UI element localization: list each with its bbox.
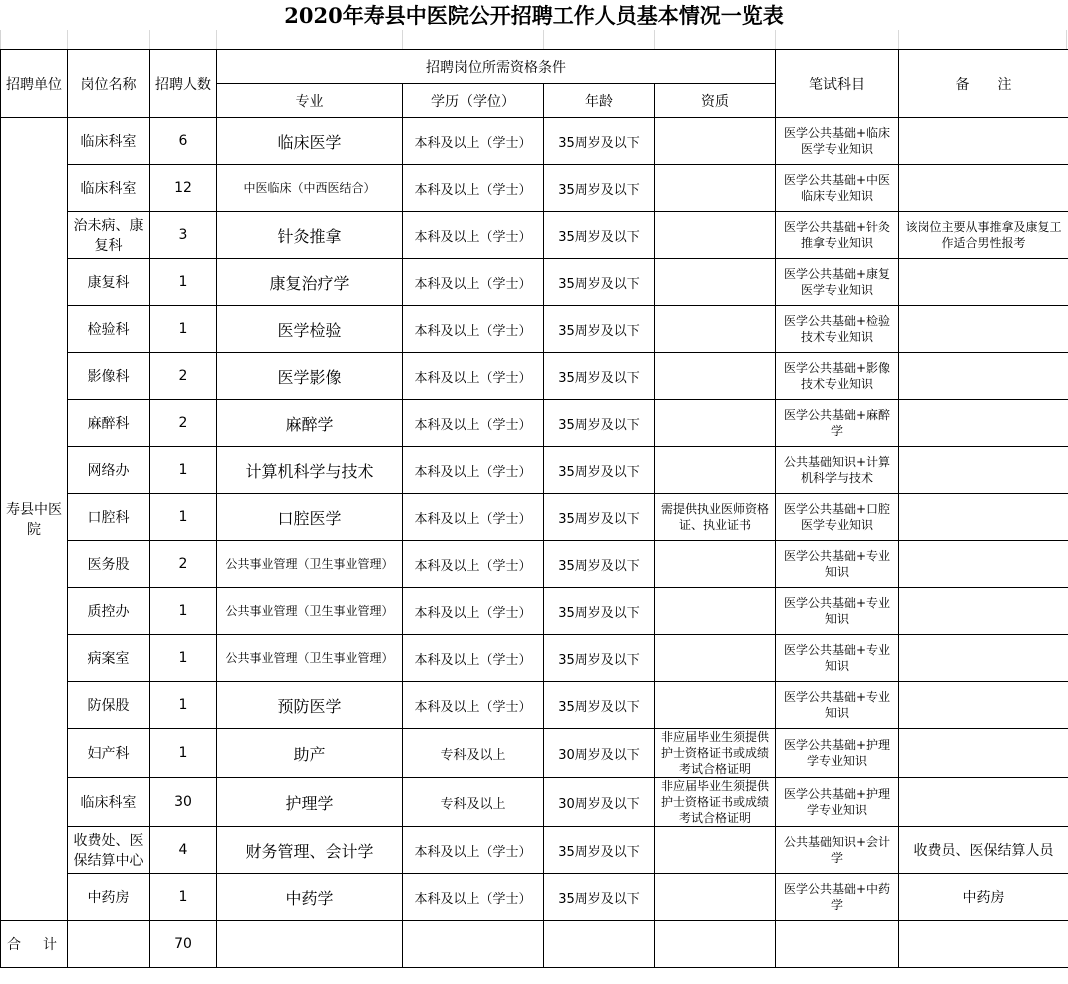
position-cell: 质控办: [68, 588, 150, 635]
major-cell: 公共事业管理（卫生事业管理）: [217, 541, 403, 588]
table-row: [1, 635, 1068, 682]
count-cell: 4: [150, 827, 217, 874]
qualification-cell: [655, 541, 776, 588]
qualification-cell: [655, 118, 776, 165]
age-cell: 35周岁及以下: [544, 635, 655, 682]
remark-cell: [899, 400, 1068, 447]
count-cell: 1: [150, 729, 217, 778]
total-count-cell: 70: [150, 921, 217, 968]
major-cell: 助产: [217, 729, 403, 778]
position-cell: 麻醉科: [68, 400, 150, 447]
major-cell: 康复治疗学: [217, 259, 403, 306]
count-cell: 1: [150, 874, 217, 921]
remark-cell: [899, 778, 1068, 827]
exam-cell: 公共基础知识+会计学: [776, 827, 899, 874]
position-cell: 中药房: [68, 874, 150, 921]
major-cell: 医学影像: [217, 353, 403, 400]
table-row: [1, 778, 1068, 827]
education-cell: 本科及以上（学士）: [403, 306, 544, 353]
remark-cell: 收费员、医保结算人员: [899, 827, 1068, 874]
total-empty-cell: [68, 921, 150, 968]
exam-cell: 医学公共基础+中医临床专业知识: [776, 165, 899, 212]
education-cell: 专科及以上: [403, 729, 544, 778]
total-empty-cell: [217, 921, 403, 968]
education-cell: 本科及以上（学士）: [403, 118, 544, 165]
remark-cell: [899, 259, 1068, 306]
header-position: 岗位名称: [68, 50, 150, 118]
header-count: 招聘人数: [150, 50, 217, 118]
exam-cell: 医学公共基础+影像技术专业知识: [776, 353, 899, 400]
exam-cell: 医学公共基础+麻醉学: [776, 400, 899, 447]
exam-cell: 公共基础知识+计算机科学与技术: [776, 447, 899, 494]
table-row: [1, 588, 1068, 635]
age-cell: 35周岁及以下: [544, 827, 655, 874]
table-row: [1, 118, 1068, 165]
position-cell: 临床科室: [68, 778, 150, 827]
total-label-b: 计: [43, 937, 57, 953]
education-cell: 本科及以上（学士）: [403, 541, 544, 588]
table-row: [1, 874, 1068, 921]
total-empty-cell: [655, 921, 776, 968]
position-cell: 检验科: [68, 306, 150, 353]
qualification-cell: [655, 588, 776, 635]
age-cell: 35周岁及以下: [544, 306, 655, 353]
major-cell: 麻醉学: [217, 400, 403, 447]
table-row: [1, 400, 1068, 447]
count-cell: 3: [150, 212, 217, 259]
count-cell: 1: [150, 682, 217, 729]
remark-cell: [899, 165, 1068, 212]
remark-cell: [899, 541, 1068, 588]
table-row: [1, 306, 1068, 353]
exam-cell: 医学公共基础+康复医学专业知识: [776, 259, 899, 306]
education-cell: 本科及以上（学士）: [403, 400, 544, 447]
remark-cell: [899, 353, 1068, 400]
age-cell: 35周岁及以下: [544, 165, 655, 212]
total-label: [1, 921, 68, 968]
table-row: [1, 447, 1068, 494]
education-cell: 本科及以上（学士）: [403, 874, 544, 921]
major-cell: 中医临床（中西医结合）: [217, 165, 403, 212]
position-cell: 影像科: [68, 353, 150, 400]
position-cell: 临床科室: [68, 165, 150, 212]
age-cell: 30周岁及以下: [544, 778, 655, 827]
remark-cell: [899, 118, 1068, 165]
page-title: 2020年寿县中医院公开招聘工作人员基本情况一览表: [284, 3, 784, 28]
total-empty-cell: [403, 921, 544, 968]
age-cell: 35周岁及以下: [544, 353, 655, 400]
exam-cell: 医学公共基础+针灸推拿专业知识: [776, 212, 899, 259]
exam-cell: 医学公共基础+专业知识: [776, 588, 899, 635]
age-cell: 35周岁及以下: [544, 541, 655, 588]
total-empty-cell: [776, 921, 899, 968]
age-cell: 35周岁及以下: [544, 874, 655, 921]
remark-cell: 该岗位主要从事推拿及康复工作适合男性报考: [899, 212, 1068, 259]
table-row: [1, 541, 1068, 588]
age-cell: 35周岁及以下: [544, 259, 655, 306]
count-cell: 1: [150, 588, 217, 635]
exam-cell: 医学公共基础+护理学专业知识: [776, 778, 899, 827]
major-cell: 医学检验: [217, 306, 403, 353]
qualification-cell: [655, 447, 776, 494]
age-cell: 35周岁及以下: [544, 682, 655, 729]
position-cell: 医务股: [68, 541, 150, 588]
position-cell: 网络办: [68, 447, 150, 494]
major-cell: 计算机科学与技术: [217, 447, 403, 494]
exam-cell: 医学公共基础+专业知识: [776, 682, 899, 729]
table-row: [1, 353, 1068, 400]
table-row: [1, 259, 1068, 306]
header-qualification: 资质: [655, 84, 776, 118]
education-cell: 本科及以上（学士）: [403, 259, 544, 306]
position-cell: 防保股: [68, 682, 150, 729]
exam-cell: 医学公共基础+检验技术专业知识: [776, 306, 899, 353]
total-empty-cell: [544, 921, 655, 968]
education-cell: 本科及以上（学士）: [403, 588, 544, 635]
exam-cell: 医学公共基础+护理学专业知识: [776, 729, 899, 778]
table-row: [1, 494, 1068, 541]
age-cell: 35周岁及以下: [544, 494, 655, 541]
education-cell: 本科及以上（学士）: [403, 635, 544, 682]
age-cell: 35周岁及以下: [544, 400, 655, 447]
count-cell: 1: [150, 306, 217, 353]
exam-cell: 医学公共基础+临床医学专业知识: [776, 118, 899, 165]
remark-cell: 中药房: [899, 874, 1068, 921]
count-cell: 1: [150, 635, 217, 682]
table-row: [1, 729, 1068, 778]
remark-cell: [899, 635, 1068, 682]
header-remark: 备 注: [899, 50, 1068, 118]
exam-cell: 医学公共基础+口腔医学专业知识: [776, 494, 899, 541]
header-conditions: 招聘岗位所需资格条件: [217, 50, 776, 84]
table-row: [1, 682, 1068, 729]
major-cell: 针灸推拿: [217, 212, 403, 259]
table-row: [1, 165, 1068, 212]
exam-cell: 医学公共基础+专业知识: [776, 541, 899, 588]
spreadsheet-grid-band: [0, 30, 1068, 49]
age-cell: 35周岁及以下: [544, 447, 655, 494]
table-row: [1, 827, 1068, 874]
unit-cell: 寿县中医院: [1, 118, 68, 921]
major-cell: 临床医学: [217, 118, 403, 165]
qualification-cell: [655, 827, 776, 874]
qualification-cell: [655, 165, 776, 212]
count-cell: 12: [150, 165, 217, 212]
qualification-cell: [655, 635, 776, 682]
remark-cell: [899, 682, 1068, 729]
total-label-a: 合: [7, 937, 21, 953]
education-cell: 本科及以上（学士）: [403, 353, 544, 400]
education-cell: 本科及以上（学士）: [403, 827, 544, 874]
qualification-cell: 非应届毕业生须提供护士资格证书或成绩考试合格证明: [655, 778, 776, 827]
position-cell: 病案室: [68, 635, 150, 682]
qualification-cell: [655, 259, 776, 306]
header-education: 学历（学位）: [403, 84, 544, 118]
count-cell: 1: [150, 447, 217, 494]
age-cell: 35周岁及以下: [544, 118, 655, 165]
count-cell: 1: [150, 259, 217, 306]
position-cell: 口腔科: [68, 494, 150, 541]
header-unit: 招聘单位: [1, 50, 68, 118]
recruitment-table: [0, 49, 1068, 968]
education-cell: 本科及以上（学士）: [403, 165, 544, 212]
major-cell: 预防医学: [217, 682, 403, 729]
age-cell: 30周岁及以下: [544, 729, 655, 778]
education-cell: 专科及以上: [403, 778, 544, 827]
remark-cell: [899, 306, 1068, 353]
total-empty-cell: [899, 921, 1068, 968]
major-cell: 财务管理、会计学: [217, 827, 403, 874]
qualification-cell: [655, 353, 776, 400]
qualification-cell: 非应届毕业生须提供护士资格证书或成绩考试合格证明: [655, 729, 776, 778]
exam-cell: 医学公共基础+中药学: [776, 874, 899, 921]
qualification-cell: [655, 874, 776, 921]
header-exam: 笔试科目: [776, 50, 899, 118]
major-cell: 公共事业管理（卫生事业管理）: [217, 588, 403, 635]
qualification-cell: [655, 400, 776, 447]
count-cell: 2: [150, 353, 217, 400]
remark-cell: [899, 588, 1068, 635]
education-cell: 本科及以上（学士）: [403, 447, 544, 494]
remark-cell: [899, 447, 1068, 494]
position-cell: 收费处、医保结算中心: [68, 827, 150, 874]
qualification-cell: 需提供执业医师资格证、执业证书: [655, 494, 776, 541]
education-cell: 本科及以上（学士）: [403, 494, 544, 541]
education-cell: 本科及以上（学士）: [403, 682, 544, 729]
major-cell: 护理学: [217, 778, 403, 827]
count-cell: 1: [150, 494, 217, 541]
header-major: 专业: [217, 84, 403, 118]
education-cell: 本科及以上（学士）: [403, 212, 544, 259]
count-cell: 2: [150, 400, 217, 447]
major-cell: 口腔医学: [217, 494, 403, 541]
major-cell: 中药学: [217, 874, 403, 921]
position-cell: 治未病、康复科: [68, 212, 150, 259]
position-cell: 妇产科: [68, 729, 150, 778]
qualification-cell: [655, 212, 776, 259]
count-cell: 2: [150, 541, 217, 588]
position-cell: 临床科室: [68, 118, 150, 165]
age-cell: 35周岁及以下: [544, 588, 655, 635]
count-cell: 6: [150, 118, 217, 165]
qualification-cell: [655, 306, 776, 353]
count-cell: 30: [150, 778, 217, 827]
exam-cell: 医学公共基础+专业知识: [776, 635, 899, 682]
remark-cell: [899, 729, 1068, 778]
position-cell: 康复科: [68, 259, 150, 306]
header-age: 年龄: [544, 84, 655, 118]
total-row: [1, 921, 1068, 968]
remark-cell: [899, 494, 1068, 541]
age-cell: 35周岁及以下: [544, 212, 655, 259]
qualification-cell: [655, 682, 776, 729]
major-cell: 公共事业管理（卫生事业管理）: [217, 635, 403, 682]
table-row: [1, 212, 1068, 259]
